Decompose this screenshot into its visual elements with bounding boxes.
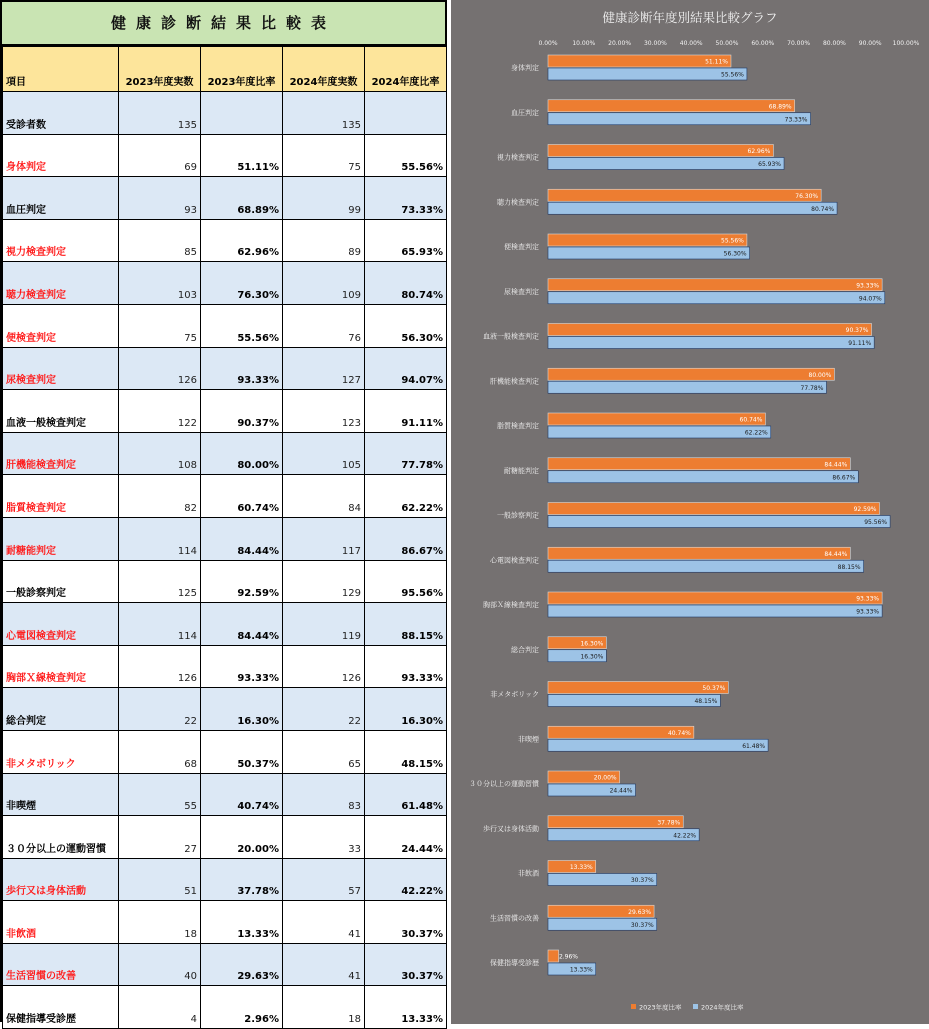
cell-item: 肝機能検査判定 — [3, 432, 119, 475]
cell-ratio-2024: 42.22% — [365, 858, 447, 901]
comparison-bar-chart — [451, 0, 929, 1024]
cell-count-2023: 126 — [119, 645, 201, 688]
bar-value-label: 13.33% — [569, 966, 593, 974]
bar-2024 — [548, 471, 858, 483]
cell-ratio-2023: 68.89% — [201, 177, 283, 220]
bar-value-label: 13.33% — [569, 864, 593, 871]
category-label: 血液一般検査判定 — [483, 332, 539, 341]
cell-count-2024: 84 — [283, 475, 365, 518]
bar-value-label: 51.11% — [705, 58, 728, 66]
table-row — [3, 92, 447, 135]
cell-ratio-2024: 55.56% — [365, 134, 447, 177]
bar-value-label: 73.33% — [784, 116, 808, 124]
legend-label: 2023年度比率 — [639, 1003, 682, 1012]
x-axis-tick-label: 90.00% — [858, 40, 882, 47]
cell-count-2024: 41 — [283, 901, 365, 944]
cell-ratio-2024: 88.15% — [365, 603, 447, 646]
bar-value-label: 93.33% — [856, 595, 880, 603]
cell-ratio-2023: 16.30% — [201, 688, 283, 731]
cell-count-2024: 41 — [283, 943, 365, 986]
cell-count-2023: 75 — [119, 304, 201, 347]
cell-count-2024: 89 — [283, 219, 365, 262]
bar-value-label: 55.56% — [721, 71, 744, 79]
bar-2023 — [548, 55, 731, 67]
table-title: 健康診断結果比較表 — [2, 2, 445, 46]
table-row — [3, 901, 447, 944]
cell-count-2024: 135 — [283, 92, 365, 135]
cell-item: 心電図検査判定 — [3, 603, 119, 646]
cell-ratio-2023: 80.00% — [201, 432, 283, 475]
table-row — [3, 688, 447, 731]
bar-value-label: 95.56% — [864, 519, 888, 526]
cell-ratio-2023: 40.74% — [201, 773, 283, 816]
cell-item: 保健指導受診歴 — [3, 986, 119, 1029]
cell-ratio-2024: 94.07% — [365, 347, 447, 390]
category-label: 一般診察判定 — [497, 511, 539, 520]
cell-item: 脂質検査判定 — [3, 475, 119, 518]
cell-item: 生活習慣の改善 — [3, 943, 119, 986]
bar-2023 — [548, 279, 882, 291]
bar-value-label: 68.89% — [768, 103, 792, 111]
cell-count-2023: 103 — [119, 262, 201, 305]
results-table — [2, 46, 447, 1029]
cell-ratio-2024: 93.33% — [365, 645, 447, 688]
cell-ratio-2023: 60.74% — [201, 475, 283, 518]
bar-value-label: 77.78% — [800, 384, 824, 392]
bar-value-label: 88.15% — [837, 563, 861, 571]
bar-2023 — [548, 950, 559, 962]
cell-item: 非メタボリック — [3, 730, 119, 773]
table-row — [3, 730, 447, 773]
cell-count-2023: 126 — [119, 347, 201, 390]
cell-ratio-2024: 24.44% — [365, 816, 447, 859]
cell-ratio-2023: 51.11% — [201, 134, 283, 177]
table-row — [3, 475, 447, 518]
chart-title: 健康診断年度別結果比較グラフ — [602, 10, 778, 25]
bar-2024 — [548, 202, 837, 214]
bar-value-label: 30.37% — [630, 877, 654, 884]
cell-ratio-2023: 93.33% — [201, 347, 283, 390]
bar-value-label: 50.37% — [702, 685, 726, 692]
cell-ratio-2024: 30.37% — [365, 943, 447, 986]
category-label: 非喫煙 — [518, 735, 539, 744]
bar-value-label: 48.15% — [694, 698, 718, 705]
bar-value-label: 76.30% — [795, 192, 819, 200]
table-row — [3, 986, 447, 1029]
table-row — [3, 943, 447, 986]
bar-value-label: 65.93% — [758, 161, 782, 168]
cell-item: 尿検査判定 — [3, 347, 119, 390]
chart-panel — [451, 0, 929, 1024]
bar-2024 — [548, 426, 771, 438]
cell-item: 身体判定 — [3, 134, 119, 177]
table-row — [3, 390, 447, 433]
bar-value-label: 29.63% — [628, 908, 652, 916]
header-ratio-2023: 2023年度比率 — [201, 47, 283, 92]
cell-ratio-2024: 56.30% — [365, 304, 447, 347]
bar-2024 — [548, 560, 864, 572]
bar-value-label: 80.00% — [808, 371, 832, 379]
table-row — [3, 432, 447, 475]
header-ratio-2024: 2024年度比率 — [365, 47, 447, 92]
cell-count-2023: 55 — [119, 773, 201, 816]
category-label: 保健指導受診歴 — [490, 959, 539, 967]
category-label: 心電図検査判定 — [490, 556, 539, 565]
cell-count-2023: 4 — [119, 986, 201, 1029]
cell-ratio-2024: 61.48% — [365, 773, 447, 816]
cell-ratio-2023: 93.33% — [201, 645, 283, 688]
category-label: 聴力検査判定 — [497, 198, 539, 207]
bar-2024 — [548, 113, 811, 125]
bar-value-label: 56.30% — [723, 250, 747, 258]
cell-count-2023: 114 — [119, 603, 201, 646]
bar-value-label: 61.48% — [742, 742, 766, 750]
cell-count-2023: 40 — [119, 943, 201, 986]
table-row — [3, 347, 447, 390]
bar-value-label: 20.00% — [593, 774, 617, 782]
cell-count-2023: 125 — [119, 560, 201, 603]
cell-item: 非飲酒 — [3, 901, 119, 944]
cell-count-2023: 82 — [119, 475, 201, 518]
cell-count-2023: 69 — [119, 134, 201, 177]
cell-count-2024: 22 — [283, 688, 365, 731]
table-row — [3, 773, 447, 816]
cell-count-2023: 85 — [119, 219, 201, 262]
x-axis-tick-label: 10.00% — [572, 40, 596, 47]
cell-ratio-2024: 13.33% — [365, 986, 447, 1029]
bar-value-label: 84.44% — [824, 550, 848, 558]
cell-item: 聴力検査判定 — [3, 262, 119, 305]
cell-ratio-2024 — [365, 92, 447, 135]
bar-2024 — [548, 739, 768, 751]
cell-count-2024: 127 — [283, 347, 365, 390]
results-table-panel — [0, 0, 447, 1026]
cell-ratio-2023: 90.37% — [201, 390, 283, 433]
cell-count-2024: 117 — [283, 517, 365, 560]
cell-ratio-2024: 48.15% — [365, 730, 447, 773]
x-axis-tick-label: 70.00% — [787, 40, 811, 47]
x-axis-tick-label: 0.00% — [538, 40, 558, 47]
bar-value-label: 37.78% — [657, 819, 681, 827]
cell-count-2023: 51 — [119, 858, 201, 901]
cell-count-2023: 114 — [119, 517, 201, 560]
cell-item: 総合判定 — [3, 688, 119, 731]
table-row — [3, 304, 447, 347]
cell-count-2023: 122 — [119, 390, 201, 433]
cell-count-2024: 99 — [283, 177, 365, 220]
x-axis-tick-label: 30.00% — [643, 40, 667, 47]
header-item: 項目 — [3, 47, 119, 92]
table-row — [3, 560, 447, 603]
table-row — [3, 262, 447, 305]
table-row — [3, 134, 447, 177]
table-row — [3, 816, 447, 859]
bar-value-label: 42.22% — [673, 832, 697, 840]
bar-2023 — [548, 458, 850, 470]
cell-count-2024: 18 — [283, 986, 365, 1029]
bar-2024 — [548, 158, 784, 170]
cell-ratio-2023: 84.44% — [201, 603, 283, 646]
category-label: 脂質検査判定 — [497, 422, 539, 430]
bar-value-label: 16.30% — [580, 640, 604, 648]
category-label: 視力検査判定 — [497, 153, 539, 162]
bar-2023 — [548, 145, 773, 157]
cell-item: 一般診察判定 — [3, 560, 119, 603]
bar-2023 — [548, 682, 728, 694]
bar-2023 — [548, 592, 882, 604]
category-label: 胸部Ｘ線検査判定 — [483, 601, 539, 609]
cell-count-2024: 105 — [283, 432, 365, 475]
legend-label: 2024年度比率 — [701, 1003, 744, 1012]
legend-swatch — [693, 1004, 698, 1009]
cell-count-2024: 75 — [283, 134, 365, 177]
cell-ratio-2024: 62.22% — [365, 475, 447, 518]
category-label: 非飲酒 — [518, 869, 539, 878]
cell-item: 耐糖能判定 — [3, 517, 119, 560]
bar-value-label: 24.44% — [609, 787, 633, 795]
bar-2024 — [548, 605, 882, 617]
category-label: 血圧判定 — [511, 108, 539, 117]
category-label: 歩行又は身体活動 — [483, 824, 539, 833]
cell-ratio-2023: 50.37% — [201, 730, 283, 773]
bar-value-label: 2.96% — [558, 953, 578, 961]
x-axis-tick-label: 20.00% — [608, 40, 632, 47]
cell-ratio-2023: 29.63% — [201, 943, 283, 986]
category-label: 便検査判定 — [504, 243, 539, 251]
cell-item: ３０分以上の運動習慣 — [3, 816, 119, 859]
bar-2023 — [548, 100, 795, 112]
cell-ratio-2024: 65.93% — [365, 219, 447, 262]
header-count-2024: 2024年度実数 — [283, 47, 365, 92]
cell-item: 視力検査判定 — [3, 219, 119, 262]
x-axis-tick-label: 60.00% — [751, 40, 775, 47]
bar-2023 — [548, 324, 872, 336]
bar-value-label: 91.11% — [848, 340, 872, 347]
cell-count-2023: 22 — [119, 688, 201, 731]
category-label: 非メタボリック — [490, 690, 539, 699]
cell-count-2023: 108 — [119, 432, 201, 475]
bar-value-label: 62.22% — [744, 429, 768, 437]
cell-count-2023: 27 — [119, 816, 201, 859]
cell-ratio-2023: 62.96% — [201, 219, 283, 262]
cell-ratio-2023 — [201, 92, 283, 135]
bar-value-label: 30.37% — [630, 921, 654, 929]
bar-2024 — [548, 247, 750, 259]
cell-ratio-2024: 30.37% — [365, 901, 447, 944]
x-axis-tick-label: 80.00% — [822, 40, 846, 47]
bar-value-label: 60.74% — [739, 416, 763, 424]
cell-ratio-2023: 84.44% — [201, 517, 283, 560]
cell-ratio-2023: 76.30% — [201, 262, 283, 305]
bar-2024 — [548, 68, 747, 80]
bar-value-label: 40.74% — [667, 729, 691, 737]
category-label: 耐糖能判定 — [504, 466, 539, 475]
bar-2023 — [548, 413, 765, 425]
cell-ratio-2024: 16.30% — [365, 688, 447, 731]
table-row — [3, 645, 447, 688]
cell-count-2024: 83 — [283, 773, 365, 816]
category-label: ３０分以上の運動習慣 — [469, 780, 539, 788]
header-count-2023: 2023年度実数 — [119, 47, 201, 92]
cell-item: 血圧判定 — [3, 177, 119, 220]
cell-ratio-2024: 95.56% — [365, 560, 447, 603]
cell-item: 非喫煙 — [3, 773, 119, 816]
bar-value-label: 16.30% — [580, 653, 604, 661]
cell-ratio-2024: 86.67% — [365, 517, 447, 560]
cell-count-2023: 135 — [119, 92, 201, 135]
bar-value-label: 93.33% — [856, 608, 880, 616]
cell-count-2023: 18 — [119, 901, 201, 944]
bar-value-label: 94.07% — [858, 295, 882, 303]
cell-item: 便検査判定 — [3, 304, 119, 347]
bar-value-label: 86.67% — [832, 474, 856, 482]
category-label: 尿検査判定 — [504, 287, 539, 296]
cell-ratio-2023: 20.00% — [201, 816, 283, 859]
table-row — [3, 603, 447, 646]
bar-value-label: 80.74% — [811, 205, 835, 213]
table-header-row — [3, 47, 447, 92]
cell-ratio-2023: 37.78% — [201, 858, 283, 901]
bar-value-label: 92.59% — [853, 506, 877, 513]
x-axis-tick-label: 100.00% — [892, 40, 920, 47]
cell-ratio-2024: 73.33% — [365, 177, 447, 220]
cell-ratio-2023: 2.96% — [201, 986, 283, 1029]
cell-count-2024: 65 — [283, 730, 365, 773]
x-axis-tick-label: 50.00% — [715, 40, 739, 47]
cell-item: 受診者数 — [3, 92, 119, 135]
bar-2023 — [548, 368, 834, 380]
cell-ratio-2024: 91.11% — [365, 390, 447, 433]
bar-value-label: 90.37% — [845, 327, 869, 334]
bar-value-label: 62.96% — [747, 148, 771, 155]
category-label: 身体判定 — [511, 64, 539, 72]
bar-2023 — [548, 547, 850, 559]
bar-value-label: 55.56% — [721, 237, 744, 245]
cell-item: 歩行又は身体活動 — [3, 858, 119, 901]
cell-item: 血液一般検査判定 — [3, 390, 119, 433]
bar-2024 — [548, 292, 885, 304]
bar-2023 — [548, 503, 879, 515]
cell-count-2024: 123 — [283, 390, 365, 433]
cell-ratio-2024: 80.74% — [365, 262, 447, 305]
cell-item: 胸部Ｘ線検査判定 — [3, 645, 119, 688]
cell-ratio-2023: 13.33% — [201, 901, 283, 944]
table-row — [3, 858, 447, 901]
cell-ratio-2024: 77.78% — [365, 432, 447, 475]
cell-ratio-2023: 55.56% — [201, 304, 283, 347]
cell-count-2024: 109 — [283, 262, 365, 305]
x-axis-tick-label: 40.00% — [679, 40, 703, 47]
bar-value-label: 84.44% — [824, 461, 848, 469]
cell-count-2024: 129 — [283, 560, 365, 603]
bar-2024 — [548, 337, 874, 349]
cell-count-2023: 68 — [119, 730, 201, 773]
cell-count-2024: 126 — [283, 645, 365, 688]
bar-2024 — [548, 381, 826, 393]
cell-count-2024: 33 — [283, 816, 365, 859]
cell-count-2024: 76 — [283, 304, 365, 347]
table-row — [3, 219, 447, 262]
cell-count-2023: 93 — [119, 177, 201, 220]
category-label: 生活習慣の改善 — [490, 914, 539, 923]
bar-2023 — [548, 189, 821, 201]
cell-count-2024: 57 — [283, 858, 365, 901]
table-row — [3, 517, 447, 560]
cell-ratio-2023: 92.59% — [201, 560, 283, 603]
legend-swatch — [631, 1004, 636, 1009]
category-label: 総合判定 — [511, 645, 539, 654]
bar-2023 — [548, 234, 747, 246]
cell-count-2024: 119 — [283, 603, 365, 646]
bar-2024 — [548, 516, 890, 528]
bar-value-label: 93.33% — [856, 282, 880, 290]
table-row — [3, 177, 447, 220]
category-label: 肝機能検査判定 — [490, 377, 539, 386]
